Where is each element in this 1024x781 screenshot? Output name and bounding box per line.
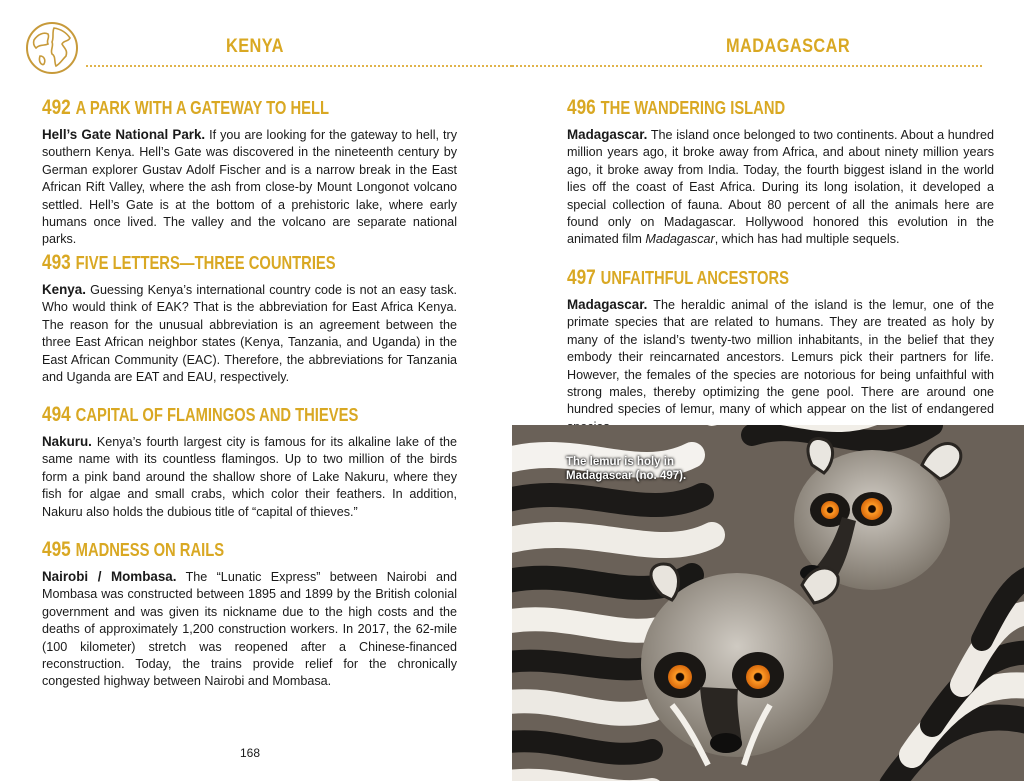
entry-body bbox=[567, 126, 994, 249]
entry-body bbox=[42, 126, 457, 249]
header-madagascar: MADAGASCAR bbox=[726, 36, 851, 57]
photo-caption: The lemur is holy in Madagascar (no. 497). bbox=[566, 456, 687, 482]
entry-text: The “Lunatic Express” between Nairobi and Mombasa was constructed between 1895 and 1899 by the British colonial government and was given its nickname due to the high costs and the deaths of approximately 1,200 construction workers. In 2017, the 62-mile (100 kilometer) stretch was reopened after a Chinese-financed reconstruction. Today, the trains provide relief for the chronically congested highway between Nairobi and Mombasa. bbox=[42, 570, 457, 689]
entry-heading bbox=[567, 268, 917, 288]
entry-title: FIVE LETTERS—THREE COUNTRIES bbox=[75, 253, 336, 273]
entry-body bbox=[42, 568, 457, 691]
header-divider bbox=[512, 65, 982, 67]
entry-493 bbox=[42, 253, 457, 386]
entry-lead: Madagascar. bbox=[567, 127, 648, 142]
entry-lead: Nakuru. bbox=[42, 434, 92, 449]
entry-492 bbox=[42, 98, 457, 249]
entry-heading bbox=[42, 405, 382, 425]
header-divider bbox=[86, 65, 512, 67]
film-title: Madagascar bbox=[645, 232, 715, 247]
entry-lead: Kenya. bbox=[42, 282, 86, 297]
entry-title: CAPITAL OF FLAMINGOS AND THIEVES bbox=[75, 405, 359, 425]
entry-number: 492 bbox=[42, 96, 71, 119]
globe-icon bbox=[24, 20, 80, 76]
entry-number: 495 bbox=[42, 538, 71, 561]
entry-497 bbox=[567, 268, 994, 436]
entry-heading bbox=[42, 540, 382, 560]
entry-title: A PARK WITH A GATEWAY TO HELL bbox=[75, 98, 330, 118]
entry-body bbox=[42, 281, 457, 386]
entry-lead: Madagascar. bbox=[567, 297, 648, 312]
entry-number: 497 bbox=[567, 266, 596, 289]
entry-496 bbox=[567, 98, 994, 249]
entry-heading bbox=[567, 98, 917, 118]
entry-text: Guessing Kenya’s international country code is not an easy task. Who would think of EAK? That is the abbreviation for East Africa Kenya. The reason for the unusual abbreviation is an agreement between the three East African neighbor states (Kenya, Tanzania, and Uganda) in the East African Community (EAC). Therefore, the abbreviations for Tanzania and Uganda are EAT and EAU, respectively. bbox=[42, 283, 457, 385]
entry-text: If you are looking for the gateway to hell, try southern Kenya. Hell’s Gate was discovered in the nineteenth century by German explorer Gustav Adolf Fischer and is a narrow break in the East African Rift Valley, where the ash from close-by Mount Longonot volcano settled. Hell’s Gate is at the bottom of a prehistoric lake, where early humans once lived. The valley and the volcano are separate national parks. bbox=[42, 128, 457, 247]
header-kenya: KENYA bbox=[226, 36, 284, 57]
entry-text-end: , which has had multiple sequels. bbox=[714, 232, 900, 247]
entry-495 bbox=[42, 540, 457, 691]
entry-body bbox=[42, 433, 457, 521]
entry-title: THE WANDERING ISLAND bbox=[600, 98, 786, 118]
entry-lead: Hell’s Gate National Park. bbox=[42, 127, 206, 142]
entry-text: The island once belonged to two continents. About a hundred million years ago, it broke away from Africa, and about ninety million years ago, it broke away from India. Today, the fourth biggest island in the world lies off the coast of East Africa. During its long isolation, it developed a special collection of fauna. About 80 percent of all the animals here are found only on Madagascar. Hollywood honored this evolution in the animated film bbox=[567, 128, 994, 247]
entry-body bbox=[567, 296, 994, 436]
entry-heading bbox=[42, 253, 382, 273]
entry-number: 493 bbox=[42, 251, 71, 274]
entry-heading bbox=[42, 98, 382, 118]
entry-494 bbox=[42, 405, 457, 521]
entry-number: 494 bbox=[42, 403, 71, 426]
entry-title: UNFAITHFUL ANCESTORS bbox=[600, 268, 790, 288]
entry-text: The heraldic animal of the island is the lemur, one of the primate species that are related to humans. They are treated as holy by many of the island’s twenty-two million inhabitants, in the belief that they embody their reincarnated ancestors. Lemurs pick their partners for life. However, the females of the species are notorious for being unfaithful with strong males, thereby optimizing the gene pool. There are around one hundred species of lemur, many of which appear on the list of endangered bbox=[567, 298, 994, 417]
lemur-photo bbox=[512, 425, 1024, 781]
entry-number: 496 bbox=[567, 96, 596, 119]
page-number: 168 bbox=[240, 746, 261, 760]
right-page bbox=[512, 0, 1024, 781]
entry-lead: Nairobi / Mombasa. bbox=[42, 569, 177, 584]
entry-title: MADNESS ON RAILS bbox=[75, 540, 225, 560]
entry-text: Kenya’s fourth largest city is famous for its alkaline lake of the same name with its countless flamingos. Up to two million of the birds form a pink band around the shallow shore of Lake Nakuru, where they fish for algae and small crabs, which color their feathers. In addition, Nakuru also holds the dubious title of “capital of thieves.” bbox=[42, 435, 457, 519]
